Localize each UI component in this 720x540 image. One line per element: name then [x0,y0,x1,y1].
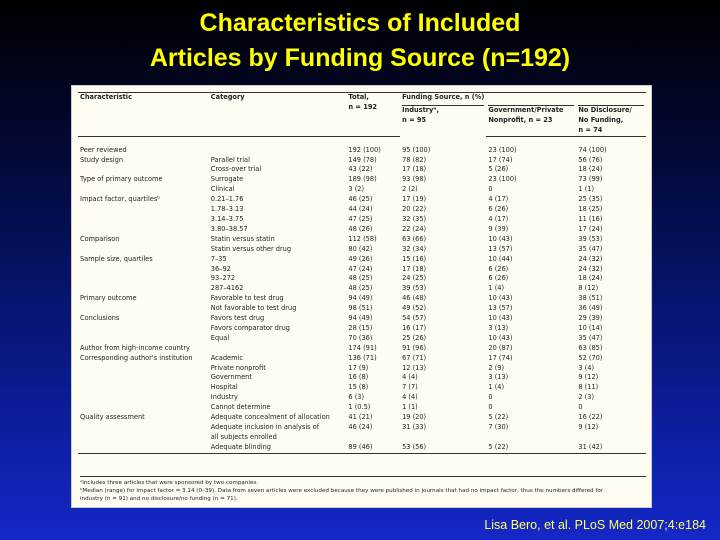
table-row [78,373,646,383]
header-total: Total, n = 192 [346,93,400,137]
cell-industry: 16 (17) [402,323,427,332]
cell-industry: 7 (7) [402,383,418,392]
cell-government: 10 (43) [488,314,513,323]
table-row [78,215,646,225]
cell-total: 89 (46) [348,442,373,451]
cell-total: 46 (24) [348,423,373,431]
cell-total: 48 (25) [348,274,373,283]
cell-government: 6 (26) [488,274,509,283]
cell-government: 6 (26) [488,264,509,273]
table-row [78,205,646,215]
cell-total: 47 (25) [348,214,373,223]
cell-total: 136 (71) [348,353,377,362]
cell-total: 43 (22) [348,165,373,174]
cell-no-disclosure: 31 (42) [578,442,603,451]
cell-government: 0 [488,403,493,412]
cell-category: Cannot determine [210,403,271,412]
cell-total: 80 (42) [348,244,373,253]
cell-government: 7 (30) [488,423,509,431]
cell-industry: 54 (57) [402,314,427,323]
cell-no-disclosure: 8 (12) [578,284,599,293]
cell-industry: 91 (96) [402,343,427,352]
cell-no-disclosure: 63 (85) [578,343,603,352]
cell-characteristic [78,393,209,403]
cell-category [209,344,347,354]
cell-no-disclosure: 38 (51) [578,294,603,303]
cell-no-disclosure: 1 (1) [578,185,595,194]
cell-no-disclosure: 8 (11) [578,383,599,392]
cell-no-disclosure: 18 (24) [578,274,603,283]
cell-no-disclosure: 35 (47) [578,333,603,342]
cell-industry: 46 (48) [402,294,427,303]
cell-industry [400,433,486,443]
cell-category: Favorable to test drug [210,294,284,303]
cell-government [486,433,576,443]
cell-characteristic: Impact factor, quartilesᵇ [80,195,161,204]
cell-industry: 67 (71) [402,353,427,362]
table-row [78,265,646,275]
table-row [78,324,646,334]
cell-industry: 4 (4) [402,373,418,382]
cell-no-disclosure: 2 (3) [578,393,595,402]
cell-characteristic: Type of primary outcome [80,175,163,184]
cell-government: 4 (17) [488,195,509,204]
cell-industry: 32 (34) [402,244,427,253]
cell-government: 17 (74) [488,155,513,164]
table-row [78,146,646,156]
cell-category [209,146,347,156]
table-row [78,274,646,284]
cell-characteristic: Study design [80,155,124,164]
cell-characteristic [78,165,209,175]
cell-characteristic [78,225,209,235]
cell-government: 17 (74) [488,353,513,362]
cell-total: 112 (58) [348,234,377,243]
cell-category: Favors test drug [210,314,265,323]
cell-government: 5 (22) [488,413,509,422]
cell-characteristic: Sample size, quartiles [80,254,153,263]
cell-characteristic [78,205,209,215]
cell-total: 48 (25) [348,284,373,293]
cell-government: 1 (4) [488,383,505,392]
cell-category: Government [210,373,252,382]
cell-total: 28 (15) [348,323,373,332]
cell-no-disclosure: 74 (100) [578,145,607,154]
cell-industry: 2 (2) [402,185,418,194]
cell-government: 13 (57) [488,244,513,253]
cell-characteristic [78,185,209,195]
cell-government: 5 (22) [488,442,509,451]
slide-title [0,6,720,76]
cell-characteristic [78,373,209,383]
cell-category: Private nonprofit [210,363,266,372]
cell-characteristic: Primary outcome [80,294,137,303]
table-row [78,235,646,245]
cell-government: 23 (100) [488,175,517,184]
cell-government: 2 (9) [488,363,505,372]
cell-government: 23 (100) [488,145,517,154]
cell-total: 47 (24) [348,264,373,273]
cell-no-disclosure: 11 (16) [578,214,603,223]
cell-government: 9 (39) [488,224,509,233]
cell-characteristic: Conclusions [80,314,120,323]
cell-no-disclosure: 25 (35) [578,195,603,204]
cell-industry: 49 (52) [402,304,427,313]
cell-no-disclosure: 0 [578,403,583,412]
cell-no-disclosure [576,433,646,443]
cell-government: 3 (13) [488,373,509,382]
cell-total: 41 (21) [348,413,373,422]
cell-industry: 31 (33) [402,423,427,431]
cell-characteristic [78,324,209,334]
cell-total: 94 (49) [348,314,373,323]
cell-category: Surrogate [210,175,244,184]
cell-category: 3.80–38.57 [210,224,248,233]
cell-characteristic: Quality assessment [80,413,145,422]
table-row [78,403,646,413]
table-row [78,443,646,453]
cell-no-disclosure: 73 (99) [578,175,603,184]
cell-industry: 78 (82) [402,155,427,164]
cell-government: 0 [488,393,493,402]
cell-industry: 24 (25) [402,274,427,283]
cell-government: 20 (87) [488,343,513,352]
table-row [78,195,646,205]
cell-category: Statin versus other drug [210,244,292,253]
cell-government: 1 (4) [488,284,505,293]
cell-industry: 17 (18) [402,165,427,174]
footnote-a: ᵃIncludes three articles that were sponsored by two companies. [80,480,259,486]
cell-category: 0.21–1.76 [210,195,244,204]
cell-total: 15 (8) [348,383,369,392]
table-row [78,334,646,344]
table-row [78,284,646,294]
cell-government: 10 (43) [488,294,513,303]
cell-industry: 19 (20) [402,413,427,422]
cell-industry: 22 (24) [402,224,427,233]
cell-characteristic [78,304,209,314]
cell-industry: 17 (19) [402,195,427,204]
table-row [78,225,646,235]
cell-category: all subjects enrolled [210,432,277,441]
cell-category: Not favorable to test drug [210,304,297,313]
header-no-disclosure: No Disclosure/ No Funding, n = 74 [576,93,646,137]
cell-industry: 4 (4) [402,393,418,402]
header-government: Government/Private Nonprofit, n = 23 [486,93,576,137]
cell-no-disclosure: 24 (32) [578,254,603,263]
table-row [78,364,646,374]
cell-no-disclosure: 3 (4) [578,363,595,372]
cell-industry: 20 (22) [402,205,427,214]
cell-total: 3 (2) [348,185,365,194]
cell-characteristic [78,334,209,344]
header-characteristic: Characteristic [78,93,209,137]
cell-characteristic [78,265,209,275]
table-row [78,383,646,393]
cell-industry: 15 (16) [402,254,427,263]
cell-total: 192 (100) [348,145,381,154]
cell-characteristic: Author from high-income country [80,343,190,352]
cell-characteristic [78,364,209,374]
footnote-b-continued: industry (n = 91) and no disclosure/no funding (n = 71). [80,496,238,502]
cell-government: 10 (43) [488,333,513,342]
table-row [78,156,646,166]
cell-no-disclosure: 39 (53) [578,234,603,243]
cell-category: 7–35 [210,254,227,263]
cell-total: 174 (91) [348,343,377,352]
cell-category: Adequate blinding [210,442,271,451]
cell-no-disclosure: 24 (32) [578,264,603,273]
cell-industry: 25 (26) [402,333,427,342]
table-row [78,354,646,364]
slide-title-line-2: Articles by Funding Source (n=192) [149,44,571,72]
table-row [78,185,646,195]
table-footnotes [80,476,646,503]
cell-category: Equal [210,333,230,342]
cell-total [346,433,400,443]
cell-no-disclosure: 36 (49) [578,304,603,313]
table-row [78,255,646,265]
cell-category: Favors comparator drug [210,323,290,332]
cell-government: 6 (26) [488,205,509,214]
citation: Lisa Bero, et al. PLoS Med 2007;4:e184 [484,518,706,532]
cell-total: 16 (8) [348,373,369,382]
cell-industry: 63 (66) [402,234,427,243]
cell-total: 49 (26) [348,254,373,263]
cell-category: Cross-over trial [210,165,262,174]
cell-total: 94 (49) [348,294,373,303]
table-row [78,304,646,314]
table-row [78,423,646,433]
cell-industry: 17 (18) [402,264,427,273]
cell-no-disclosure: 52 (70) [578,353,603,362]
cell-industry: 95 (100) [402,145,431,154]
cell-category: 93–272 [210,274,236,283]
cell-category: 36–92 [210,264,231,273]
cell-government: 10 (44) [488,254,513,263]
cell-industry: 93 (98) [402,175,427,184]
cell-no-disclosure: 9 (12) [578,373,599,382]
cell-category: Industry [210,393,238,402]
table-row [78,413,646,423]
table-row [78,245,646,255]
cell-characteristic [78,274,209,284]
cell-no-disclosure: 18 (25) [578,205,603,214]
cell-government: 4 (17) [488,214,509,223]
cell-total: 17 (9) [348,363,369,372]
cell-no-disclosure: 29 (39) [578,314,603,323]
cell-total: 149 (78) [348,155,377,164]
cell-government: 10 (43) [488,234,513,243]
header-industry: Funding Source, n (%) Industryᵃ, n = 95 [400,93,486,137]
cell-no-disclosure: 18 (24) [578,165,603,174]
cell-government: 13 (57) [488,304,513,313]
cell-category: Clinical [210,185,235,194]
table-row [78,175,646,185]
table-row [78,294,646,304]
cell-no-disclosure: 10 (14) [578,323,603,332]
table-row [78,314,646,324]
cell-category: Statin versus statin [210,234,275,243]
cell-no-disclosure: 35 (47) [578,244,603,253]
cell-total: 70 (36) [348,333,373,342]
cell-category: Parallel trial [210,155,250,164]
cell-characteristic [78,403,209,413]
cell-category: Adequate inclusion in analysis of [210,423,320,431]
cell-characteristic [78,383,209,393]
cell-industry: 12 (13) [402,363,427,372]
cell-characteristic [78,423,209,433]
cell-total: 1 (0.5) [348,403,371,412]
cell-category: 3.14–3.75 [210,214,244,223]
table-body [78,146,646,454]
cell-industry: 39 (53) [402,284,427,293]
cell-characteristic: Peer reviewed [80,145,127,154]
cell-total: 6 (3) [348,393,365,402]
table-bottom-rule [78,453,646,454]
cell-no-disclosure: 16 (22) [578,413,603,422]
cell-characteristic [78,215,209,225]
cell-government: 0 [488,185,493,194]
cell-total: 46 (25) [348,195,373,204]
cell-total: 189 (98) [348,175,377,184]
table-row [78,344,646,354]
table-panel [71,85,652,508]
cell-total: 48 (26) [348,224,373,233]
cell-no-disclosure: 9 (12) [578,423,599,431]
cell-characteristic [78,245,209,255]
cell-government: 5 (26) [488,165,509,174]
table-row [78,433,646,443]
cell-characteristic: Corresponding author's institution [80,353,193,362]
characteristics-table [78,92,646,454]
cell-category: Adequate concealment of allocation [210,413,330,422]
cell-category: Hospital [210,383,238,392]
cell-total: 98 (51) [348,304,373,313]
header-category: Category [209,93,347,137]
cell-industry: 53 (56) [402,442,427,451]
cell-characteristic [78,443,209,453]
cell-category: Academic [210,353,243,362]
cell-no-disclosure: 17 (24) [578,224,603,233]
cell-government: 3 (13) [488,323,509,332]
cell-industry: 32 (35) [402,214,427,223]
cell-total: 44 (24) [348,205,373,214]
cell-characteristic: Comparison [80,234,120,243]
cell-category: 287–4162 [210,284,244,293]
cell-characteristic [78,284,209,294]
cell-category: 1.78–3.13 [210,205,244,214]
slide-title-line-1: Characteristics of Included [199,9,521,37]
footnote-b: ᵇMedian (range) for impact factor = 3.14 (0–39). Data from seven articles were excluded because they were published in journals that had no impact factor, thus the numbers differed for [80,488,604,494]
cell-industry: 1 (1) [402,403,418,412]
table-row [78,165,646,175]
cell-characteristic [78,433,209,443]
table-row [78,393,646,403]
cell-no-disclosure: 56 (76) [578,155,603,164]
